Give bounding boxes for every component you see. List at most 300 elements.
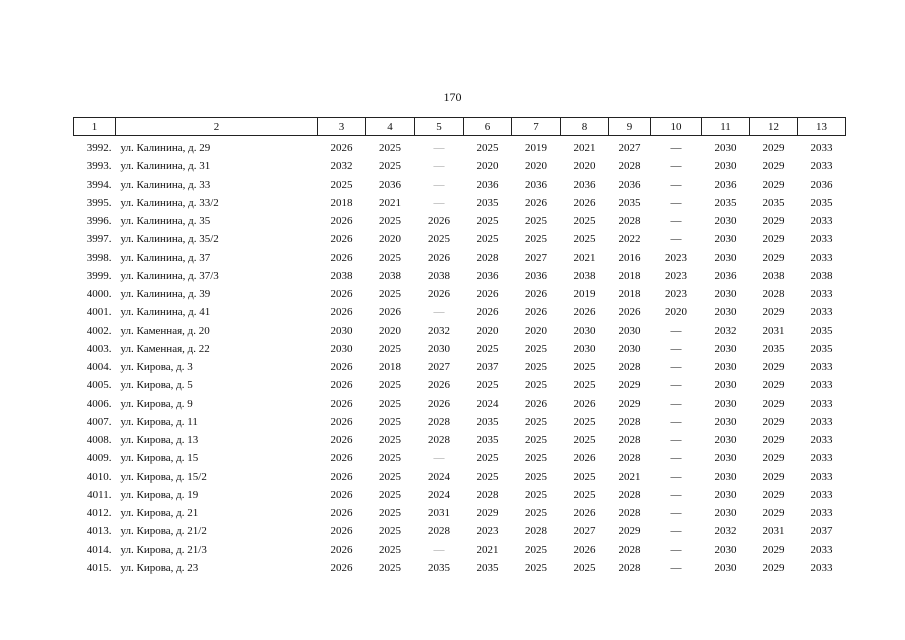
year-cell: 2016	[618, 251, 641, 264]
year-cell: 2025	[379, 452, 401, 465]
row-number: 4000.	[86, 288, 112, 301]
year-cell: 2025	[573, 488, 596, 501]
column-header-1: 1	[74, 118, 116, 136]
year-cell: 2025	[525, 561, 547, 574]
address-cell: ул. Кирова, д. 23	[120, 561, 199, 574]
year-cell: 2025	[476, 233, 499, 246]
year-cell: 2031	[762, 324, 785, 337]
year-cell: 2028	[618, 434, 641, 447]
year-cell: 2029	[762, 178, 785, 191]
table-row	[74, 230, 846, 248]
year-cell: 2020	[665, 306, 687, 319]
year-cell: 2032	[330, 160, 353, 173]
year-cell: 2028	[476, 251, 499, 264]
year-cell: 2028	[428, 415, 450, 428]
year-cell: 2026	[330, 379, 353, 392]
year-cell: 2036	[476, 269, 499, 282]
year-cell: 2028	[618, 361, 641, 374]
year-cell: 2036	[379, 178, 401, 191]
year-cell: 2030	[330, 342, 353, 355]
row-number: 4011.	[87, 488, 112, 501]
table-row	[74, 486, 846, 504]
year-cell: 2030	[714, 342, 737, 355]
address-cell: ул. Калинина, д. 35	[120, 215, 211, 228]
year-cell: 2020	[525, 160, 547, 173]
address-cell: ул. Калинина, д. 33	[120, 178, 211, 191]
year-cell: 2037	[476, 361, 499, 374]
year-cell: 2032	[714, 525, 737, 538]
year-cell: 2029	[762, 561, 785, 574]
year-cell: 2035	[618, 196, 641, 209]
row-number: 4004.	[86, 361, 112, 374]
year-cell: 2025	[573, 215, 596, 228]
year-cell: 2030	[714, 470, 737, 483]
table-row	[74, 136, 846, 158]
year-cell: 2026	[573, 452, 596, 465]
year-cell: 2033	[810, 379, 833, 392]
year-cell: 2035	[476, 434, 499, 447]
year-cell: 2025	[379, 507, 401, 520]
year-cell: 2025	[379, 288, 401, 301]
table-row	[74, 176, 846, 194]
year-cell: 2026	[330, 142, 353, 155]
address-cell: ул. Кирова, д. 19	[120, 488, 199, 501]
year-cell: —	[433, 178, 445, 191]
year-cell: 2035	[476, 561, 499, 574]
year-cell: 2018	[618, 288, 641, 301]
year-cell: 2033	[810, 142, 833, 155]
year-cell: 2023	[665, 269, 687, 282]
year-cell: 2025	[525, 361, 547, 374]
year-cell: 2030	[714, 288, 737, 301]
year-cell: —	[670, 434, 682, 447]
year-cell: 2025	[525, 233, 547, 246]
row-number: 3994.	[86, 178, 112, 191]
year-cell: 2021	[476, 543, 499, 556]
year-cell: 2026	[330, 215, 353, 228]
year-cell: 2020	[525, 324, 547, 337]
year-cell: 2026	[476, 288, 499, 301]
year-cell: 2025	[379, 434, 401, 447]
year-cell: 2025	[330, 178, 353, 191]
year-cell: 2028	[618, 160, 641, 173]
year-cell: 2035	[810, 196, 833, 209]
year-cell: 2025	[525, 543, 547, 556]
year-cell: 2026	[618, 306, 641, 319]
year-cell: 2018	[379, 361, 401, 374]
year-cell: 2023	[665, 251, 687, 264]
year-cell: 2035	[762, 342, 785, 355]
year-cell: 2033	[810, 488, 833, 501]
table-row	[74, 303, 846, 321]
year-cell: 2030	[714, 160, 737, 173]
address-cell: ул. Кирова, д. 21/3	[120, 543, 207, 556]
year-cell: 2020	[379, 324, 401, 337]
year-cell: —	[670, 324, 682, 337]
address-cell: ул. Кирова, д. 3	[120, 361, 193, 374]
year-cell: 2026	[573, 306, 596, 319]
year-cell: 2025	[476, 342, 499, 355]
year-cell: 2026	[428, 251, 450, 264]
year-cell: 2025	[525, 452, 547, 465]
year-cell: 2025	[379, 342, 401, 355]
year-cell: —	[670, 415, 682, 428]
year-cell: 2033	[810, 397, 833, 410]
table-row	[74, 322, 846, 340]
year-cell: 2025	[379, 215, 401, 228]
column-header-5: 5	[415, 118, 464, 136]
year-cell: 2038	[379, 269, 401, 282]
year-cell: 2030	[714, 434, 737, 447]
year-cell: 2025	[525, 507, 547, 520]
year-cell: 2033	[810, 561, 833, 574]
year-cell: —	[670, 196, 682, 209]
year-cell: 2026	[573, 507, 596, 520]
row-number: 3999.	[86, 269, 112, 282]
year-cell: 2035	[476, 196, 499, 209]
page-number: 170	[443, 90, 462, 104]
year-cell: 2028	[618, 215, 641, 228]
year-cell: —	[433, 160, 445, 173]
year-cell: 2030	[714, 507, 737, 520]
table-row	[74, 468, 846, 486]
year-cell: 2020	[476, 160, 499, 173]
year-cell: 2023	[476, 525, 499, 538]
year-cell: 2030	[330, 324, 353, 337]
year-cell: 2028	[525, 525, 547, 538]
table-row	[74, 395, 846, 413]
column-header-12: 12	[750, 118, 798, 136]
row-number: 4001.	[86, 306, 112, 319]
year-cell: 2026	[428, 215, 450, 228]
year-cell: 2033	[810, 434, 833, 447]
year-cell: 2028	[476, 488, 499, 501]
year-cell: —	[433, 196, 445, 209]
row-number: 4005.	[86, 379, 112, 392]
year-cell: —	[433, 306, 445, 319]
year-cell: —	[433, 452, 445, 465]
year-cell: 2025	[573, 233, 596, 246]
year-cell: 2035	[810, 342, 833, 355]
table-row	[74, 267, 846, 285]
year-cell: 2036	[573, 178, 596, 191]
address-cell: ул. Калинина, д. 39	[120, 288, 211, 301]
year-cell: 2029	[762, 215, 785, 228]
year-cell: 2026	[330, 507, 353, 520]
column-header-9: 9	[609, 118, 651, 136]
year-cell: 2032	[428, 324, 450, 337]
year-cell: 2028	[428, 525, 450, 538]
year-cell: —	[670, 452, 682, 465]
year-cell: 2029	[762, 306, 785, 319]
header-row	[74, 118, 846, 136]
year-cell: 2025	[573, 470, 596, 483]
year-cell: —	[670, 178, 682, 191]
column-header-4: 4	[366, 118, 415, 136]
year-cell: 2021	[379, 196, 401, 209]
year-cell: —	[670, 379, 682, 392]
year-cell: 2029	[762, 434, 785, 447]
column-header-6: 6	[464, 118, 512, 136]
year-cell: 2022	[618, 233, 641, 246]
year-cell: 2033	[810, 306, 833, 319]
year-cell: 2033	[810, 361, 833, 374]
address-cell: ул. Кирова, д. 15	[120, 452, 199, 465]
address-cell: ул. Кирова, д. 9	[120, 397, 193, 410]
year-cell: 2029	[762, 507, 785, 520]
year-cell: 2028	[618, 415, 641, 428]
row-number: 3993.	[86, 160, 112, 173]
year-cell: 2029	[618, 379, 641, 392]
column-header-11: 11	[702, 118, 750, 136]
year-cell: 2025	[379, 160, 401, 173]
year-cell: 2029	[476, 507, 499, 520]
year-cell: 2018	[330, 196, 353, 209]
column-header-8: 8	[561, 118, 609, 136]
year-cell: 2033	[810, 470, 833, 483]
year-cell: 2025	[573, 561, 596, 574]
address-cell: ул. Калинина, д. 41	[120, 306, 211, 319]
table-row	[74, 413, 846, 431]
table-row	[74, 376, 846, 394]
year-cell: 2030	[714, 361, 737, 374]
year-cell: 2020	[476, 324, 499, 337]
table-row	[74, 285, 846, 303]
year-cell: 2026	[573, 397, 596, 410]
table-row	[74, 449, 846, 467]
year-cell: 2025	[476, 452, 499, 465]
year-cell: 2026	[525, 288, 547, 301]
year-cell: 2029	[762, 160, 785, 173]
year-cell: 2025	[525, 434, 547, 447]
year-cell: 2029	[762, 488, 785, 501]
year-cell: —	[670, 543, 682, 556]
year-cell: 2028	[618, 561, 641, 574]
address-cell: ул. Калинина, д. 37	[120, 251, 211, 264]
year-cell: 2029	[762, 415, 785, 428]
table-row	[74, 249, 846, 267]
year-cell: 2026	[573, 543, 596, 556]
year-cell: 2030	[618, 342, 641, 355]
row-number: 4014.	[86, 543, 112, 556]
year-cell: 2033	[810, 452, 833, 465]
year-cell: 2033	[810, 233, 833, 246]
year-cell: 2025	[476, 379, 499, 392]
year-cell: 2027	[573, 525, 596, 538]
year-cell: —	[670, 507, 682, 520]
year-cell: 2031	[762, 525, 785, 538]
year-cell: 2019	[573, 288, 596, 301]
year-cell: 2030	[714, 452, 737, 465]
year-cell: 2024	[428, 470, 450, 483]
row-number: 3998.	[86, 251, 112, 264]
year-cell: 2030	[714, 142, 737, 155]
table-row	[74, 340, 846, 358]
year-cell: 2030	[714, 233, 737, 246]
year-cell: 2035	[476, 415, 499, 428]
year-cell: 2020	[573, 160, 596, 173]
year-cell: 2030	[714, 543, 737, 556]
address-cell: ул. Кирова, д. 21/2	[120, 525, 207, 538]
year-cell: 2036	[476, 178, 499, 191]
year-cell: 2028	[618, 543, 641, 556]
column-header-7: 7	[512, 118, 561, 136]
year-cell: 2030	[428, 342, 450, 355]
year-cell: —	[670, 142, 682, 155]
table-row	[74, 541, 846, 559]
year-cell: 2025	[573, 415, 596, 428]
row-number: 4002.	[86, 324, 112, 337]
year-cell: 2037	[810, 525, 833, 538]
row-number: 3992.	[86, 142, 112, 155]
year-cell: 2028	[618, 452, 641, 465]
year-cell: 2024	[476, 397, 499, 410]
year-cell: 2026	[573, 196, 596, 209]
year-cell: 2029	[762, 452, 785, 465]
year-cell: 2026	[330, 233, 353, 246]
year-cell: 2024	[428, 488, 450, 501]
year-cell: 2026	[330, 470, 353, 483]
year-cell: 2036	[714, 269, 737, 282]
year-cell: 2031	[428, 507, 450, 520]
row-number: 4006.	[86, 397, 112, 410]
year-cell: 2025	[573, 379, 596, 392]
row-number: 4008.	[86, 434, 112, 447]
year-cell: 2025	[379, 488, 401, 501]
year-cell: 2033	[810, 415, 833, 428]
year-cell: 2030	[573, 324, 596, 337]
year-cell: 2030	[573, 342, 596, 355]
year-cell: 2035	[428, 561, 450, 574]
row-number: 4010.	[86, 470, 112, 483]
year-cell: 2025	[573, 361, 596, 374]
year-cell: 2030	[714, 415, 737, 428]
year-cell: 2029	[762, 397, 785, 410]
year-cell: 2038	[330, 269, 353, 282]
year-cell: 2026	[330, 452, 353, 465]
year-cell: —	[670, 470, 682, 483]
year-cell: —	[670, 525, 682, 538]
year-cell: 2038	[810, 269, 833, 282]
year-cell: 2025	[525, 488, 547, 501]
year-cell: 2025	[379, 525, 401, 538]
year-cell: 2026	[330, 525, 353, 538]
year-cell: 2030	[714, 379, 737, 392]
year-cell: —	[670, 361, 682, 374]
year-cell: 2023	[665, 288, 687, 301]
year-cell: 2026	[428, 379, 450, 392]
year-cell: 2026	[330, 361, 353, 374]
year-cell: 2025	[525, 470, 547, 483]
year-cell: 2036	[810, 178, 833, 191]
year-cell: 2036	[618, 178, 641, 191]
year-cell: 2029	[762, 233, 785, 246]
address-cell: ул. Кирова, д. 13	[120, 434, 199, 447]
year-cell: 2038	[762, 269, 785, 282]
year-cell: —	[670, 342, 682, 355]
year-cell: 2025	[428, 233, 450, 246]
year-cell: 2036	[714, 178, 737, 191]
table-row	[74, 559, 846, 577]
address-cell: ул. Каменная, д. 22	[120, 342, 210, 355]
table-row	[74, 431, 846, 449]
year-cell: 2026	[428, 288, 450, 301]
year-cell: 2026	[525, 306, 547, 319]
address-cell: ул. Калинина, д. 29	[120, 142, 211, 155]
year-cell: 2025	[379, 397, 401, 410]
year-cell: 2026	[330, 415, 353, 428]
year-cell: 2026	[525, 196, 547, 209]
year-cell: —	[670, 488, 682, 501]
year-cell: 2025	[525, 415, 547, 428]
row-number: 4015.	[86, 561, 112, 574]
year-cell: 2028	[428, 434, 450, 447]
year-cell: 2018	[618, 269, 641, 282]
year-cell: 2030	[714, 215, 737, 228]
year-cell: 2035	[762, 196, 785, 209]
address-cell: ул. Кирова, д. 5	[120, 379, 193, 392]
year-cell: 2026	[525, 397, 547, 410]
year-cell: 2026	[330, 306, 353, 319]
year-cell: 2035	[810, 324, 833, 337]
column-header-2: 2	[116, 118, 318, 136]
year-cell: 2026	[330, 434, 353, 447]
year-cell: 2029	[762, 470, 785, 483]
year-cell: —	[433, 543, 445, 556]
year-cell: 2025	[379, 470, 401, 483]
year-cell: 2025	[379, 561, 401, 574]
column-header-10: 10	[651, 118, 702, 136]
year-cell: 2033	[810, 251, 833, 264]
year-cell: 2027	[525, 251, 547, 264]
year-cell: 2035	[714, 196, 737, 209]
year-cell: 2030	[714, 306, 737, 319]
address-cell: ул. Калинина, д. 37/3	[120, 269, 219, 282]
year-cell: 2025	[525, 342, 547, 355]
address-cell: ул. Кирова, д. 11	[120, 415, 198, 428]
row-number: 3995.	[86, 196, 112, 209]
row-number: 3997.	[86, 233, 112, 246]
year-cell: 2029	[762, 361, 785, 374]
year-cell: 2036	[525, 178, 547, 191]
year-cell: 2025	[573, 434, 596, 447]
year-cell: 2030	[714, 251, 737, 264]
table-row	[74, 194, 846, 212]
table-row	[74, 212, 846, 230]
year-cell: 2030	[714, 561, 737, 574]
address-cell: ул. Калинина, д. 33/2	[120, 196, 219, 209]
year-cell: 2026	[330, 397, 353, 410]
year-cell: 2025	[379, 379, 401, 392]
year-cell: 2028	[618, 488, 641, 501]
year-cell: 2021	[573, 251, 596, 264]
year-cell: 2026	[428, 397, 450, 410]
year-cell: 2030	[714, 397, 737, 410]
year-cell: —	[670, 561, 682, 574]
year-cell: 2025	[476, 215, 499, 228]
year-cell: 2025	[525, 215, 547, 228]
year-cell: 2029	[762, 142, 785, 155]
table-header	[74, 118, 846, 136]
year-cell: 2029	[762, 543, 785, 556]
year-cell: 2036	[525, 269, 547, 282]
year-cell: 2026	[476, 306, 499, 319]
row-number: 4003.	[86, 342, 112, 355]
register-table	[73, 117, 846, 577]
table-row	[74, 358, 846, 376]
year-cell: 2029	[618, 397, 641, 410]
year-cell: 2025	[379, 543, 401, 556]
